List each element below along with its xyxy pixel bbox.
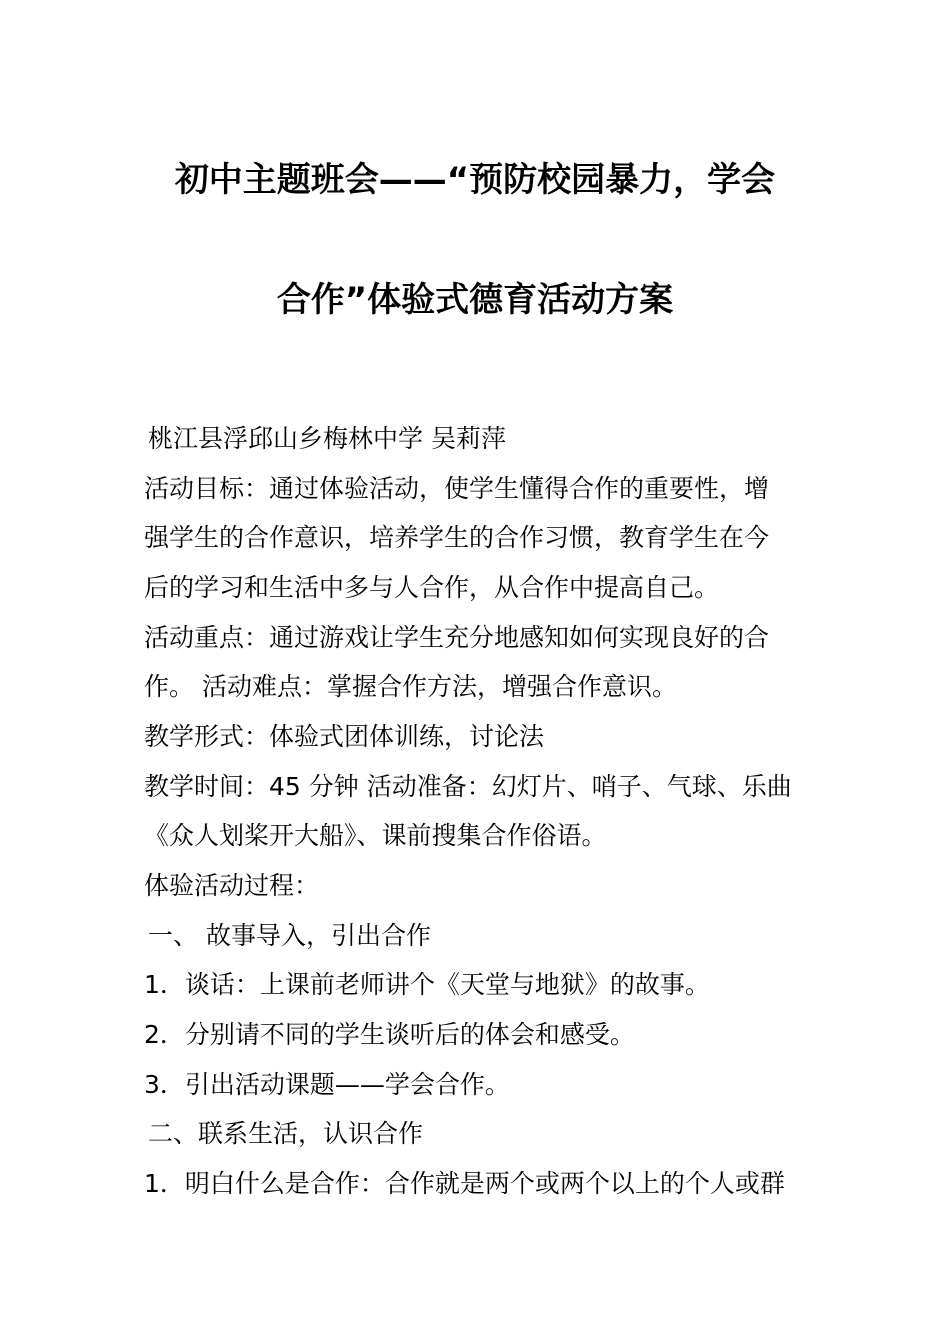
paragraph-line: 活动重点：通过游戏让学生充分地感知如何实现良好的合 — [144, 623, 770, 652]
section-heading: 一、 故事导入，引出合作 — [148, 921, 431, 950]
document-title-line-2: 合作”体验式德育活动方案 — [276, 280, 674, 320]
list-item: 3．引出活动课题——学会合作。 — [144, 1070, 510, 1099]
section-heading: 体验活动过程： — [144, 871, 320, 900]
paragraph-line: 教学时间：45 分钟 活动准备：幻灯片、哨子、气球、乐曲 — [144, 772, 792, 801]
paragraph-line: 《众人划桨开大船》、课前搜集合作俗语。 — [144, 821, 607, 850]
list-item: 2．分别请不同的学生谈听后的体会和感受。 — [144, 1020, 635, 1049]
document-title-line-1: 初中主题班会——“预防校园暴力，学会 — [174, 160, 776, 200]
paragraph-line: 教学形式：体验式团体训练，讨论法 — [144, 722, 545, 751]
paragraph-line: 强学生的合作意识，培养学生的合作习惯，教育学生在今 — [144, 523, 770, 552]
section-heading: 二、联系生活，认识合作 — [148, 1119, 424, 1148]
paragraph-line: 后的学习和生活中多与人合作，从合作中提高自己。 — [144, 573, 720, 602]
paragraph-line: 活动目标：通过体验活动，使学生懂得合作的重要性，增 — [144, 474, 770, 503]
paragraph-line: 作。 活动难点：掌握合作方法，增强合作意识。 — [144, 672, 677, 701]
list-item: 1．明白什么是合作：合作就是两个或两个以上的个人或群 — [144, 1169, 785, 1198]
author-line: 桃江县浮邱山乡梅林中学 吴莉萍 — [148, 424, 506, 453]
list-item: 1．谈话：上课前老师讲个《天堂与地狱》的故事。 — [144, 970, 710, 999]
